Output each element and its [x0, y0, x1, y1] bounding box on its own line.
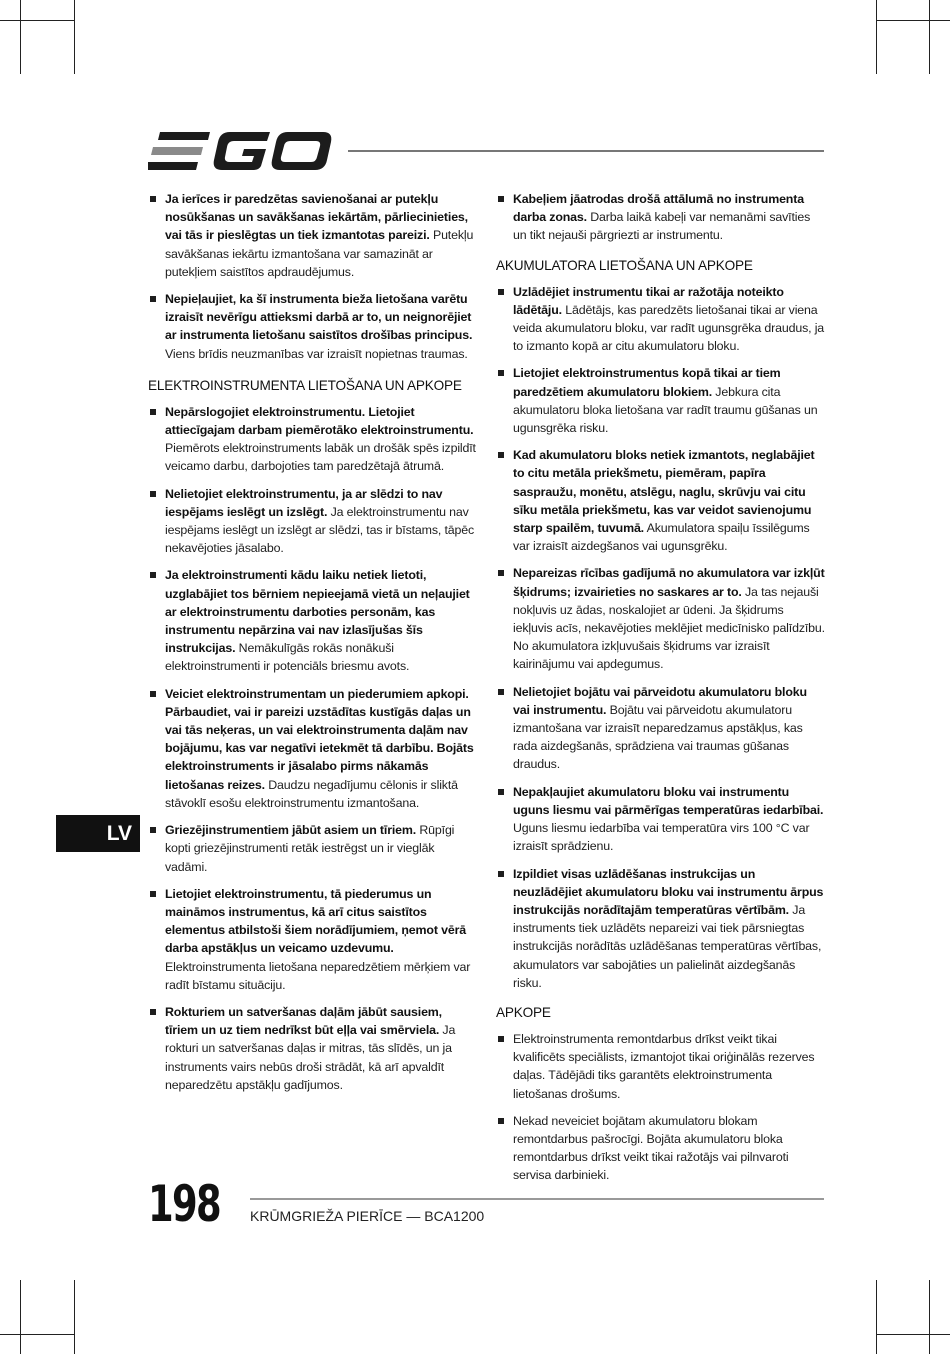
bullet-icon — [150, 572, 156, 578]
bullet-icon — [150, 491, 156, 497]
ego-logo — [148, 128, 333, 174]
list-item: Lietojiet elektroinstrumentus kopā tikai ar tiem paredzētiem akumulatoru blokiem. Jebkura cita akumulatoru bloka lietošana var radīt traumu gūšanas un ugunsgrēka risku. — [496, 364, 826, 437]
left-column — [148, 190, 476, 1103]
bullet-icon — [498, 789, 504, 795]
bullet-icon — [498, 570, 504, 576]
list-item: Griezējinstrumentiem jābūt asiem un tīriem. Rūpīgi kopti griezējinstrumenti retāk iestrēgst un ir vieglāk vadāmi. — [148, 821, 476, 876]
crop-mark — [74, 1280, 75, 1354]
list-item: Uzlādējiet instrumentu tikai ar ražotāja noteikto lādētāju. Lādētājs, kas paredzēts lietošanai tikai ar viena veida akumulatoru bloku, var radīt ugunsgrēka draudus, ja to izmanto kopā ar citu akumulatoru bloku. — [496, 283, 826, 356]
bullet-icon — [498, 289, 504, 295]
crop-mark — [20, 1280, 21, 1354]
language-tab — [56, 815, 140, 852]
crop-mark — [876, 1280, 877, 1354]
service-list — [496, 1030, 826, 1185]
page-number: 198 — [148, 1175, 221, 1233]
crop-mark — [876, 20, 950, 21]
footer-title: KRŪMGRIEŽA PIERĪCE — BCA1200 — [250, 1208, 485, 1224]
bullet-icon — [150, 891, 156, 897]
bullet-icon — [150, 296, 156, 302]
bullet-icon — [150, 409, 156, 415]
bullet-icon — [498, 196, 504, 202]
crop-mark — [929, 0, 930, 74]
bullet-icon — [150, 827, 156, 833]
list-item: Elektroinstrumenta remontdarbus drīkst veikt tikai kvalificēts speciālists, izmantojot tikai oriģinālās rezerves daļas. Tādējādi tiks garantēts elektroinstrumenta lietošanas drošums. — [496, 1030, 826, 1103]
left-intro-list — [148, 190, 476, 363]
bullet-icon — [498, 370, 504, 376]
footer-rule — [250, 1198, 824, 1200]
bullet-icon — [150, 1009, 156, 1015]
bullet-icon — [498, 1036, 504, 1042]
section-heading: ELEKTROINSTRUMENTA LIETOŠANA UN APKOPE — [148, 377, 462, 393]
header-rule — [348, 150, 824, 152]
service-heading: APKOPE — [496, 1004, 551, 1020]
list-item: Nelietojiet elektroinstrumentu, ja ar slēdzi to nav iespējams ieslēgt un izslēgt. Ja elektroinstrumentu nav iespējams ieslēgt un izslēgt ar slēdzi, tas ir bīstams, tāpēc nekavējoties jāsalabo. — [148, 485, 476, 558]
bullet-icon — [150, 196, 156, 202]
list-item: Kad akumulatoru bloks netiek izmantots, neglabājiet to citu metāla priekšmetu, piemēram, papīra saspraužu, monētu, atslēgu, naglu, skrūvju vai citu sīku metāla priekšmetu, kas var veidot savienojumu starp spailēm, tuvumā. Akumulatora spaiļu īssilēgums var izraisīt aizdegšanos vai ugunsgrēku. — [496, 446, 826, 555]
list-item: Nekad neveiciet bojātam akumulatoru blokam remontdarbus pašrocīgi. Bojāta akumulatoru bloka remontdarbus drīkst veikt tikai ražotājs vai pilnvaroti servisa darbinieki. — [496, 1112, 826, 1185]
crop-mark — [876, 1334, 950, 1335]
crop-mark — [0, 20, 74, 21]
list-item: Kabeļiem jāatrodas drošā attālumā no instrumenta darba zonas. Darba laikā kabeļi var nemanāmi savīties un tikt nejauši pārgriezti ar instrumentu. — [496, 190, 826, 245]
crop-mark — [0, 1334, 74, 1335]
right-column — [496, 190, 826, 1194]
list-item: Nepakļaujiet akumulatoru bloku vai instrumentu uguns liesmu vai pārmērīgas temperatūras iedarbībai. Uguns liesmu iedarbība vai temperatūra virs 100 °C var izraisīt sprādzienu. — [496, 783, 826, 856]
list-item: Ja elektroinstrumenti kādu laiku netiek lietoti, uzglabājiet tos bērniem nepieejamā vietā un neļaujiet ar elektroinstrumentu darboties personām, kas instrumentu nepārzina vai nav izlasījušas šīs instrukcijas. Nemākulīgās rokās nonākuši elektroinstrumenti ir potenciāls briesmu avots. — [148, 566, 476, 675]
tool-use-list — [148, 403, 476, 1094]
battery-list — [496, 283, 826, 992]
list-item: Nelietojiet bojātu vai pārveidotu akumulatoru bloku vai instrumentu. Bojātu vai pārveidotu akumulatoru izmantošana var izraisīt neparedzamus apstākļus, kas rada aizdegšanās, sprādziena vai traumas gūšanas draudus. — [496, 683, 826, 774]
list-item: Lietojiet elektroinstrumentu, tā piederumus un maināmos instrumentus, kā arī citus saistītos elementus atbilstoši šiem norādījumiem, ņemot vērā darba apstākļus un veicamo uzdevumu. Elektroinstrumenta lietošana neparedzētiem mērķiem var radīt bīstamu situāciju. — [148, 885, 476, 994]
list-item: Rokturiem un satveršanas daļām jābūt sausiem, tīriem un uz tiem nedrīkst būt eļļa vai smērviela. Ja rokturi un satveršanas daļas ir mitras, tās slīdēs, un ja instruments vairs nebūs droši strādāt, kā arī apvaldīt neparedzētu apstākļu gadījumos. — [148, 1003, 476, 1094]
list-item: Nepieļaujiet, ka šī instrumenta bieža lietošana varētu izraisīt nevērīgu attieksmi darbā ar to, un neignorējiet ar instrumenta lietošanu saistītos drošības principus. Viens brīdis neuzmanības var izraisīt nopietnas traumas. — [148, 290, 476, 363]
crop-mark — [74, 0, 75, 74]
bullet-icon — [498, 871, 504, 877]
bullet-icon — [498, 689, 504, 695]
list-item: Nepareizas rīcības gadījumā no akumulatora var izkļūt šķidrums; izvairieties no saskares ar to. Ja tas nejauši nokļuvis uz ādas, noskalojiet ar ūdeni. Ja šķidrums iekļuvis acīs, nekavējoties meklējiet medicīnisko palīdzību. No akumulatora izkļuvušais šķidrums var izraisīt kairinājumu vai apdegumus. — [496, 564, 826, 673]
list-item: Izpildiet visas uzlādēšanas instrukcijas un neuzlādējiet akumulatoru bloku vai instrumentu ārpus instrukcijās norādītajām temperatūras vērtībām. Ja instruments tiek uzlādēts nepareizi vai tiek pārsniegtas instrukcijās norādītās uzlādēšanas temperatūras vērtības, akumulators var sabojāties un palielināt aizdegšanās risku. — [496, 865, 826, 992]
bullet-icon — [498, 452, 504, 458]
bullet-icon — [498, 1118, 504, 1124]
crop-mark — [876, 0, 877, 74]
bullet-icon — [150, 691, 156, 697]
right-intro-list — [496, 190, 826, 245]
language-code: LV — [106, 822, 132, 845]
list-item: Ja ierīces ir paredzētas savienošanai ar putekļu nosūkšanas un savākšanas iekārtām, pārliecinieties, vai tās ir pieslēgtas un tiek izmantotas pareizi. Putekļu savākšanas iekārtu izmantošana var samazināt ar putekļiem saistītos apdraudējumus. — [148, 190, 476, 281]
list-item: Veiciet elektroinstrumentam un piederumiem apkopi. Pārbaudiet, vai ir pareizi uzstādītas kustīgās daļas un vai tās neķeras, un vai elektroinstrumenta daļām nav bojājumu, kas var negatīvi ietekmēt tā darbību. Bojāts elektroinstruments ir jāsalabo pirms nākamās lietošanas reizes. Daudzu negadījumu cēlonis ir sliktā stāvoklī esošu elektroinstrumentu izmantošana. — [148, 685, 476, 812]
list-item: Nepārslogojiet elektroinstrumentu. Lietojiet attiecīgajam darbam piemērotāko elektroinstrumentu. Piemērots elektroinstruments labāk un drošāk spēs izpildīt veicamo darbu, darbojoties tam paredzētajā ātrumā. — [148, 403, 476, 476]
battery-heading: AKUMULATORA LIETOŠANA UN APKOPE — [496, 257, 753, 273]
crop-mark — [20, 0, 21, 74]
crop-mark — [929, 1280, 930, 1354]
